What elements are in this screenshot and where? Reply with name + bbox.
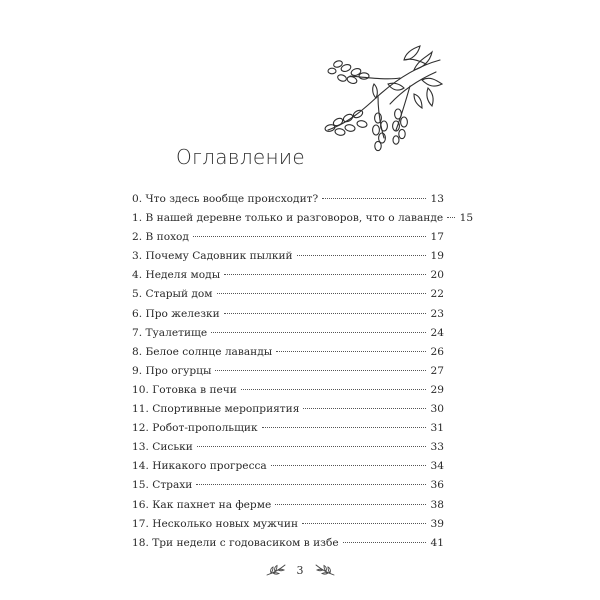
toc-page-number: 26 — [430, 345, 444, 358]
toc-page-number: 33 — [430, 441, 444, 454]
toc-entry[interactable] — [132, 457, 444, 476]
page-number: 3 — [296, 563, 304, 577]
toc-entry-title: 14. Никакого прогресса — [132, 460, 267, 473]
lavender-branch-icon — [318, 38, 448, 158]
toc-entry[interactable] — [132, 534, 444, 553]
dot-leader — [217, 292, 426, 294]
toc-entry-title: 6. Про железки — [132, 307, 220, 320]
toc-entry[interactable] — [132, 343, 444, 362]
dot-leader — [276, 350, 426, 352]
dot-leader — [196, 483, 426, 485]
toc-entry-title: 10. Готовка в печи — [132, 383, 237, 396]
toc-entry-title: 3. Почему Садовник пылкий — [132, 250, 293, 263]
toc-entry[interactable] — [132, 515, 444, 534]
table-of-contents — [132, 190, 474, 553]
toc-page-number: 31 — [430, 422, 444, 435]
sprig-icon — [265, 563, 287, 577]
dot-leader — [241, 388, 426, 390]
toc-entry-title: 5. Старый дом — [132, 288, 213, 301]
toc-entry[interactable] — [132, 400, 444, 419]
toc-entry-title: 9. Про огурцы — [132, 364, 212, 377]
toc-entry-title: 16. Как пахнет на ферме — [132, 498, 272, 511]
toc-entry-title: 15. Страхи — [132, 479, 193, 492]
toc-entry-title: 12. Робот-пропольщик — [132, 422, 258, 435]
dot-leader — [211, 331, 426, 333]
toc-page-number: 20 — [430, 269, 444, 282]
toc-page-number: 15 — [459, 212, 474, 225]
toc-page-number: 27 — [430, 364, 444, 377]
toc-page-number: 22 — [430, 288, 444, 301]
toc-entry-title: 1. В нашей деревне только и разговоров, что о лаванде — [132, 212, 444, 225]
toc-page-number: 34 — [430, 460, 444, 473]
toc-page-number: 29 — [430, 383, 444, 396]
dot-leader — [224, 273, 426, 275]
toc-entry[interactable] — [132, 496, 444, 515]
toc-entry[interactable] — [132, 247, 444, 266]
toc-page-number: 41 — [430, 536, 444, 549]
dot-leader — [262, 426, 426, 428]
toc-entry-title: 8. Белое солнце лаванды — [132, 345, 273, 358]
toc-page-number: 36 — [430, 479, 444, 492]
toc-entry[interactable] — [132, 209, 474, 228]
dot-leader — [302, 522, 426, 524]
toc-page-number: 19 — [430, 250, 444, 263]
toc-entry[interactable] — [132, 419, 444, 438]
dot-leader — [343, 541, 426, 543]
toc-entry[interactable] — [132, 266, 444, 285]
toc-entry-title: 11. Спортивные мероприятия — [132, 403, 300, 416]
page-title: Оглавление — [176, 145, 305, 169]
toc-entry[interactable] — [132, 476, 444, 495]
dot-leader — [303, 407, 426, 409]
dot-leader — [322, 197, 426, 199]
dot-leader — [271, 464, 426, 466]
toc-entry-title: 2. В поход — [132, 231, 189, 244]
toc-page-number: 23 — [430, 307, 444, 320]
toc-entry-title: 18. Три недели с годовасиком в избе — [132, 536, 339, 549]
toc-entry[interactable] — [132, 362, 444, 381]
toc-page-number: 17 — [430, 231, 444, 244]
toc-entry-title: 7. Туалетище — [132, 326, 208, 339]
toc-entry[interactable] — [132, 228, 444, 247]
sprig-icon — [314, 563, 336, 577]
toc-page-number: 39 — [430, 517, 444, 530]
dot-leader — [275, 503, 426, 505]
toc-entry-title: 4. Неделя моды — [132, 269, 221, 282]
toc-entry[interactable] — [132, 190, 444, 209]
toc-entry[interactable] — [132, 324, 444, 343]
dot-leader — [224, 312, 426, 314]
dot-leader — [197, 445, 426, 447]
dot-leader — [193, 235, 426, 237]
toc-page-number: 13 — [430, 193, 444, 205]
toc-entry[interactable] — [132, 381, 444, 400]
toc-entry[interactable] — [132, 285, 444, 304]
toc-page-number: 30 — [430, 403, 444, 416]
page-footer — [0, 563, 600, 577]
toc-page-number: 38 — [430, 498, 444, 511]
toc-entry-title: 13. Сиськи — [132, 441, 193, 454]
dot-leader — [215, 369, 426, 371]
toc-entry-title: 0. Что здесь вообще происходит? — [132, 193, 319, 205]
toc-entry[interactable] — [132, 438, 444, 457]
toc-page-number: 24 — [430, 326, 444, 339]
dot-leader — [297, 254, 426, 256]
toc-entry-title: 17. Несколько новых мужчин — [132, 517, 299, 530]
dot-leader — [447, 216, 455, 218]
toc-entry[interactable] — [132, 305, 444, 324]
